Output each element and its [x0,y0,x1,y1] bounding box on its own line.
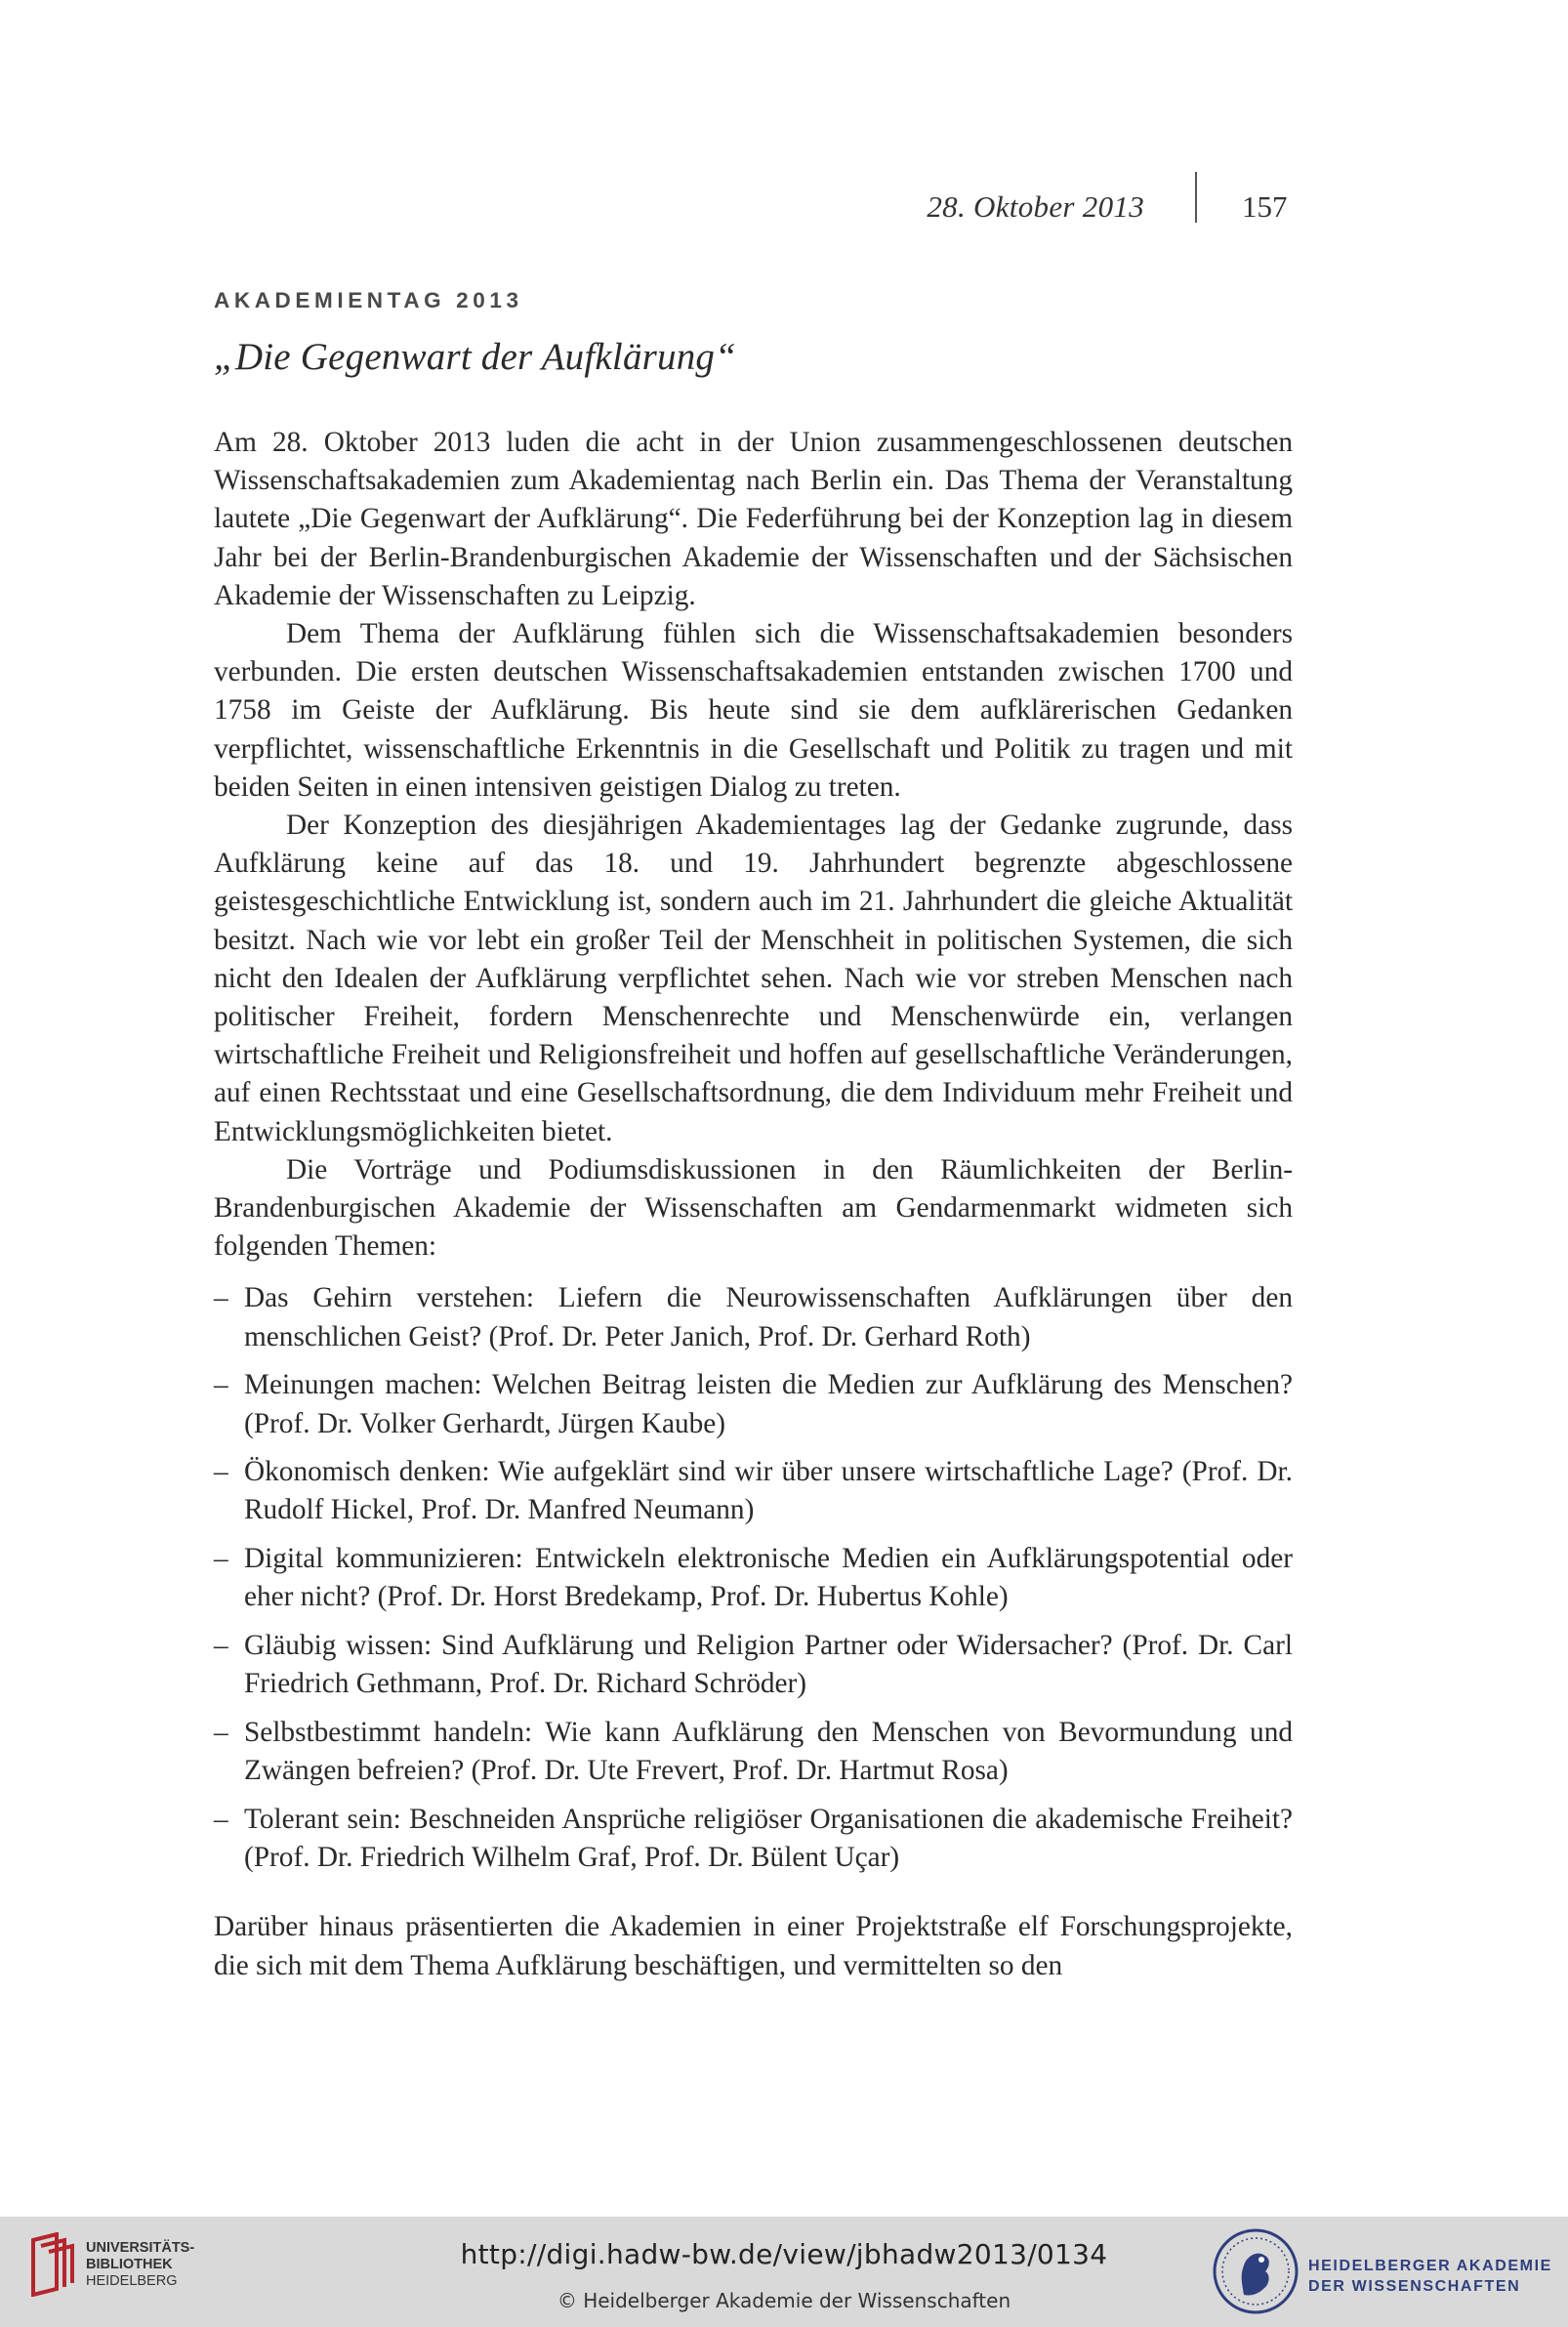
list-item [214,1279,1293,1355]
dash-bullet: – [214,1369,228,1401]
copyright-notice: © Heidelberger Akademie der Wissenschaften [557,2289,1011,2312]
article-body [214,424,1293,1266]
paragraph: Am 28. Oktober 2013 luden die acht in der Union zusammengeschlossenen deutschen Wissenschaftsakademien zum Akademientag nach Berlin ein. Das Thema der Veranstaltung lautete „Die Gegenwart der Aufklärung“. Die Federführung bei der Konzeption lag in diesem Jahr bei der Berlin-Brandenburgischen Akademie der Wissenschaften und der Sächsischen Akademie der Wissenschaften zu Leipzig. [214,427,1293,611]
permalink[interactable]: http://digi.hadw-bw.de/view/jbhadw2013/0134 [460,2238,1108,2270]
academy-seal-icon [1211,2226,1300,2316]
closing-paragraph: Darüber hinaus präsentierten die Akademien in einer Projektstraße elf Forschungsprojekte, die sich mit dem Thema Aufklärung beschäftigen, und vermittelten so den [214,1911,1293,1981]
library-name: UNIVERSITÄTS- BIBLIOTHEK HEIDELBERG [86,2240,195,2289]
list-item [214,1453,1293,1529]
section-kicker: AKADEMIENTAG 2013 [214,288,523,312]
dash-bullet: – [214,1456,228,1488]
list-item [214,1627,1293,1703]
header-divider [1195,172,1197,223]
running-title: 28. Oktober 2013 [927,189,1144,224]
footer-bar [0,2217,1568,2327]
page-header [0,184,1568,242]
list-item-text: Tolerant sein: Beschneiden Ansprüche religiöser Organisationen die akademische Freiheit? (Prof. Dr. Friedrich Wilhelm Graf, Prof. Dr. Bülent Uçar) [244,1803,1293,1874]
dash-bullet: – [214,1543,228,1575]
list-item-text: Digital kommunizieren: Entwickeln elektronische Medien ein Aufklärungspotential oder eher nicht? (Prof. Dr. Horst Bredekamp, Prof. Dr. Hubertus Kohle) [244,1543,1293,1613]
article [214,283,1293,1985]
dash-bullet: – [214,1282,228,1314]
article-title: „Die Gegenwart der Aufklärung“ [214,336,737,378]
list-item-text: Meinungen machen: Welchen Beitrag leisten die Medien zur Aufklärung des Menschen? (Prof. Dr. Volker Gerhardt, Jürgen Kaube) [244,1369,1293,1439]
list-item-text: Selbstbestimmt handeln: Wie kann Aufklärung den Menschen von Bevormundung und Zwängen befreien? (Prof. Dr. Ute Frevert, Prof. Dr. Hartmut Rosa) [244,1717,1293,1787]
list-item [214,1714,1293,1790]
list-item-text: Ökonomisch denken: Wie aufgeklärt sind wir über unsere wirtschaftliche Lage? (Prof. Dr. Rudolf Hickel, Prof. Dr. Manfred Neumann) [244,1456,1293,1526]
list-item-text: Das Gehirn verstehen: Liefern die Neurowissenschaften Aufklärungen über den menschlichen Geist? (Prof. Dr. Peter Janich, Prof. Dr. Gerhard Roth) [244,1282,1293,1352]
dash-bullet: – [214,1630,228,1662]
dash-bullet: – [214,1717,228,1748]
academy-logo[interactable] [1211,2226,1562,2320]
list-item [214,1366,1293,1442]
list-item [214,1540,1293,1616]
academy-name: HEIDELBERGER AKADEMIE DER WISSENSCHAFTEN [1308,2258,1552,2295]
topic-list [214,1279,1293,1877]
page-number: 157 [1242,189,1288,224]
list-item-text: Gläubig wissen: Sind Aufklärung und Religion Partner oder Widersacher? (Prof. Dr. Carl Friedrich Gethmann, Prof. Dr. Richard Schröder) [244,1630,1293,1700]
list-item [214,1801,1293,1877]
paragraph: Die Vorträge und Podiumsdiskussionen in den Räumlichkeiten der Berlin-Brandenburgischen Akademie der Wissenschaften am Gendarmenmarkt widmeten sich folgenden Themen: [214,1153,1293,1263]
dash-bullet: – [214,1803,228,1835]
paragraph: Der Konzeption des diesjährigen Akademientages lag der Gedanke zugrunde, dass Aufklärung keine auf das 18. und 19. Jahrhundert begrenzte abgeschlossene geistesgeschichtliche Entwicklung ist, sondern auch im 21. Jahrhundert die gleiche Aktualität besitzt. Nach wie vor lebt ein großer Teil der Menschheit in politischen Systemen, die sich nicht den Idealen der Aufklärung verpflichtet sehen. Nach wie vor streben Menschen nach politischer Freiheit, fordern Menschenrechte und Menschenwürde ein, verlangen wirtschaftliche Freiheit und Religionsfreiheit und hoffen auf gesellschaftliche Veränderungen, auf einen Rechtsstaat und eine Gesellschaftsordnung, die dem Individuum mehr Freiheit und Entwicklungsmöglichkeiten bietet. [214,810,1293,1147]
paragraph: Dem Thema der Aufklärung fühlen sich die Wissenschaftsakademien besonders verbunden. Die ersten deutschen Wissenschaftsakademien entstanden zwischen 1700 und 1758 im Geiste der Aufklärung. Bis heute sind sie dem aufklärerischen Gedanken verpflichtet, wissenschaftliche Erkenntnis in die Gesellschaft und Politik zu tragen und mit beiden Seiten in einen intensiven geistigen Dialog zu treten. [214,618,1293,803]
